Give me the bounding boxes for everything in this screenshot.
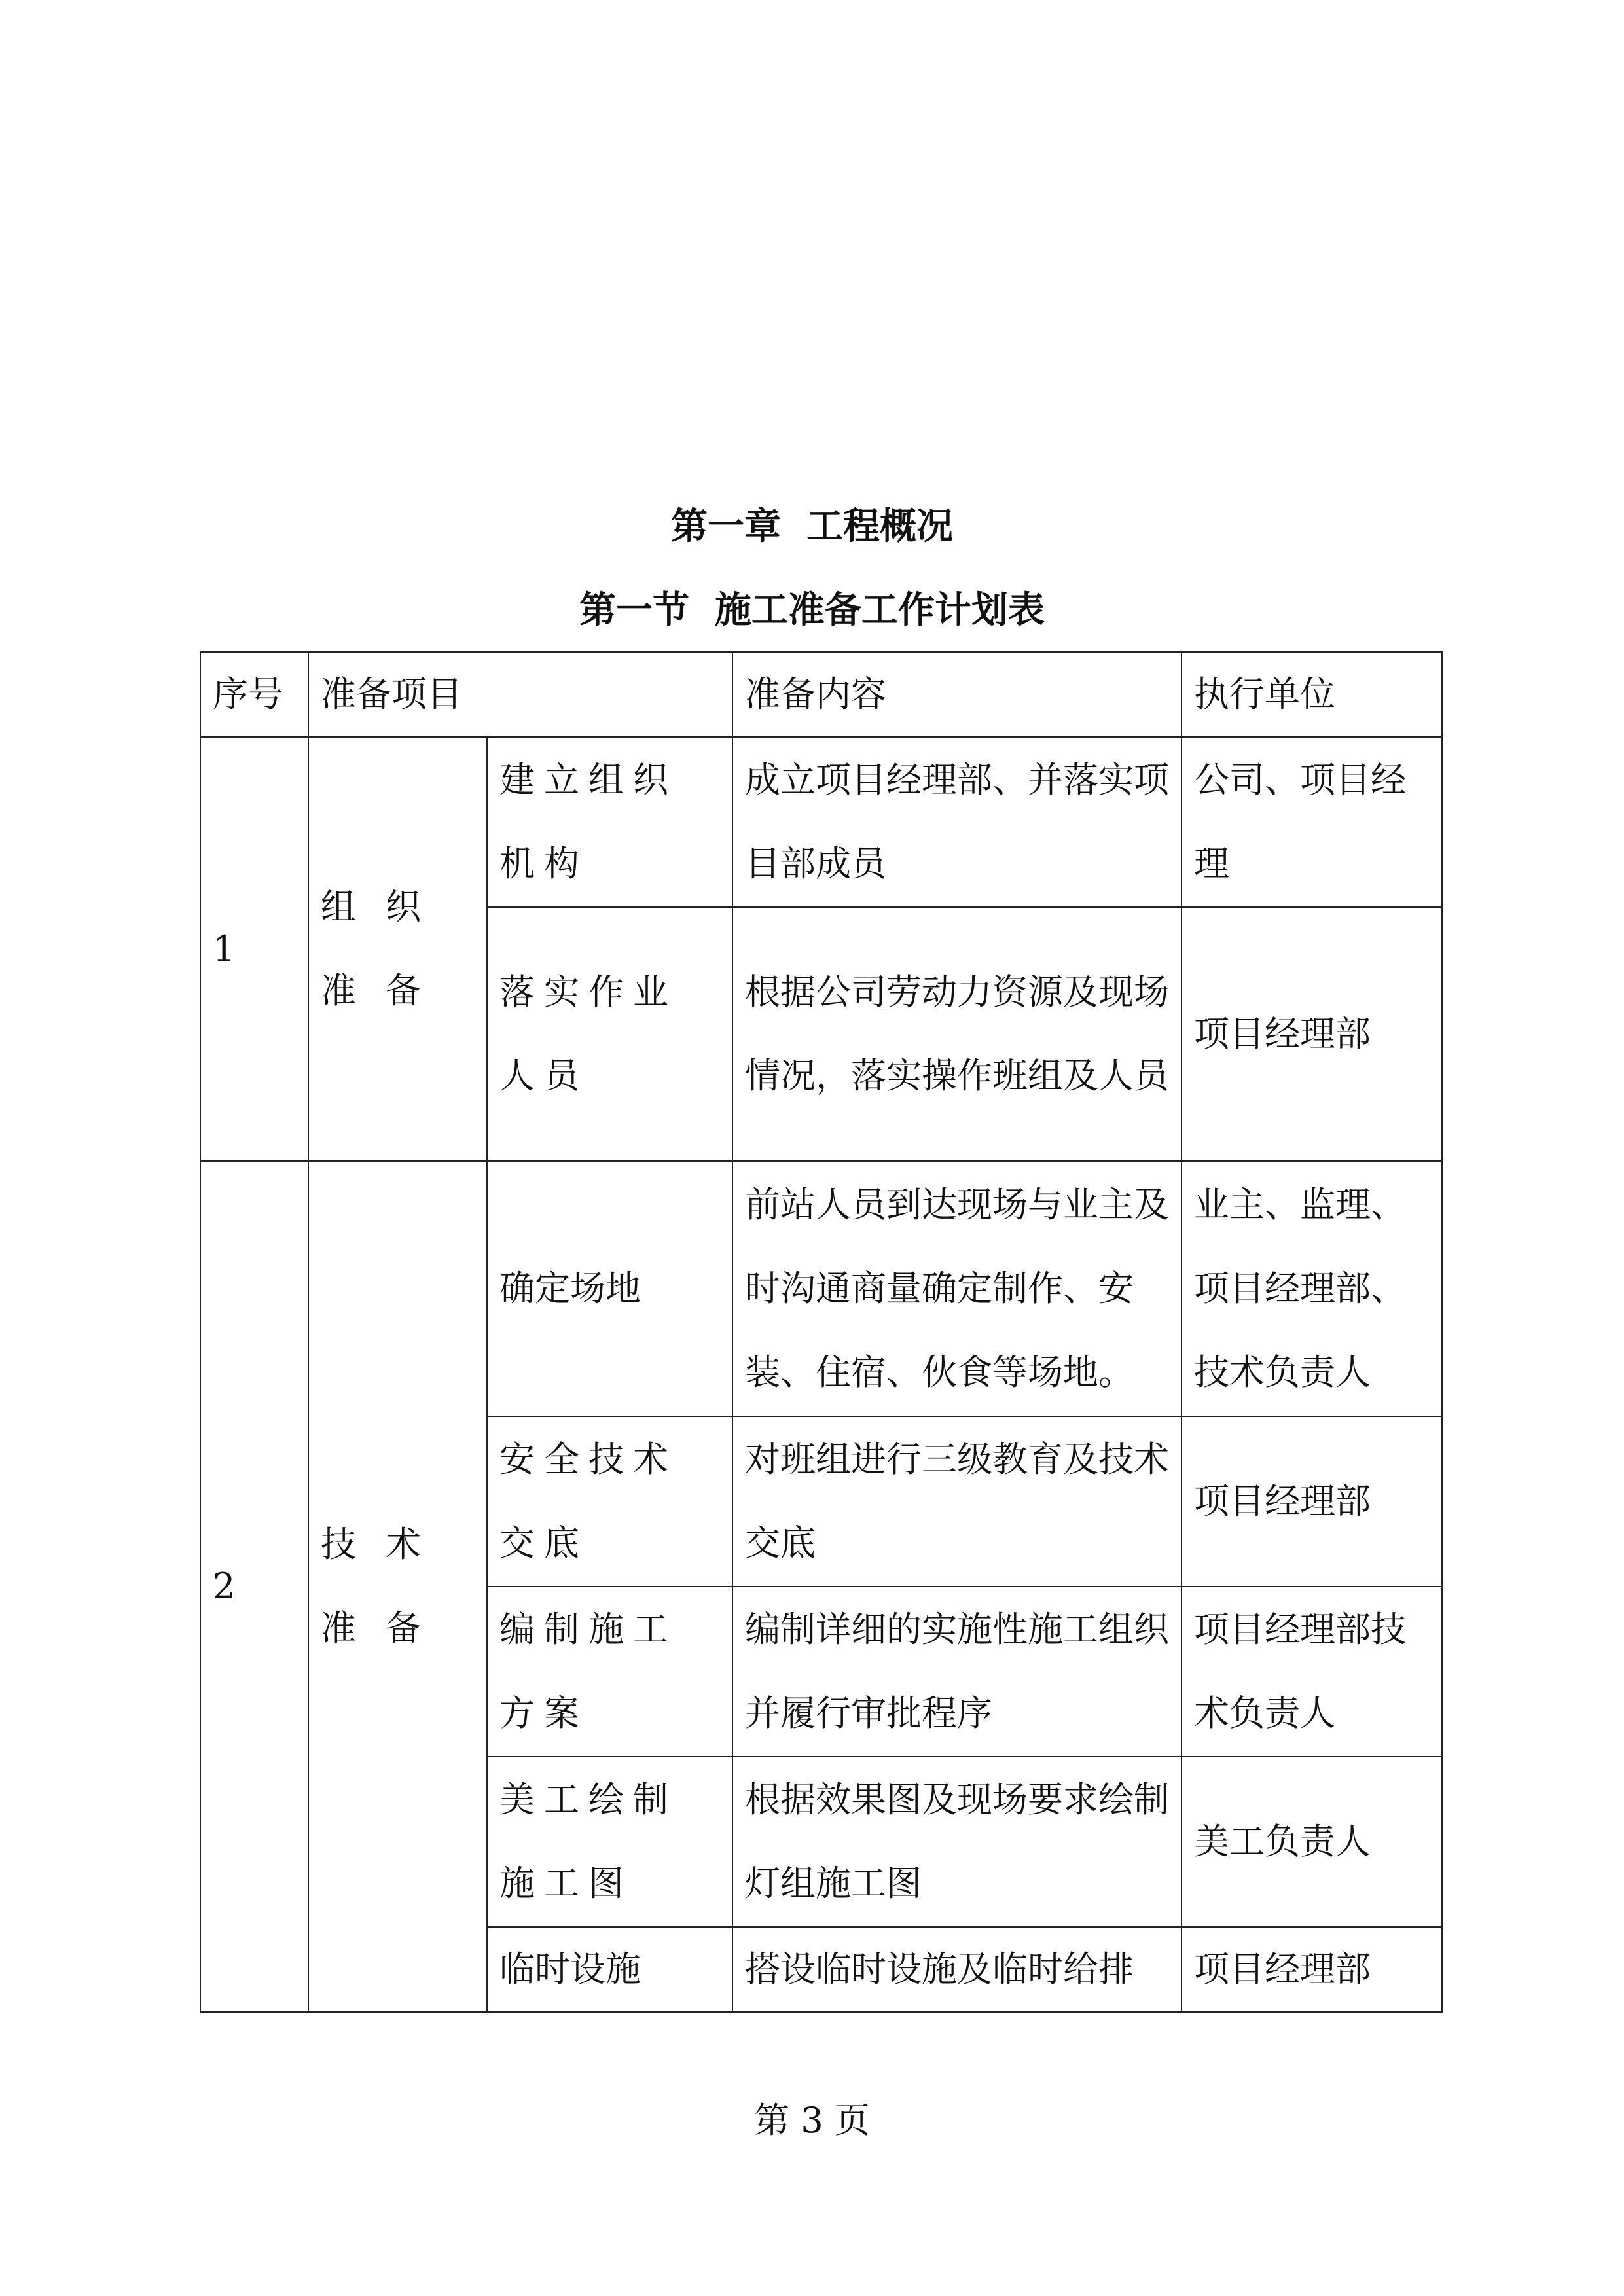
row-content: 对班组进行三级教育及技术交底 — [732, 1416, 1182, 1587]
row-item: 美工绘制施工图 — [487, 1757, 732, 1927]
row-unit: 业主、监理、项目经理部、技术负责人 — [1182, 1161, 1442, 1416]
row-category: 组 织 准 备 — [308, 737, 487, 1161]
row-item: 落实作业人员 — [487, 907, 732, 1161]
row-content: 搭设临时设施及临时给排 — [732, 1927, 1182, 2012]
header-unit: 执行单位 — [1182, 652, 1442, 737]
row-content: 编制详细的实施性施工组织并履行审批程序 — [732, 1587, 1182, 1757]
row-item: 编制施工方案 — [487, 1587, 732, 1757]
row-seq: 1 — [200, 737, 308, 1161]
row-category: 技 术 准 备 — [308, 1161, 487, 2012]
row-unit: 项目经理部技术负责人 — [1182, 1587, 1442, 1757]
row-unit: 公司、项目经理 — [1182, 737, 1442, 907]
row-item: 确定场地 — [487, 1161, 732, 1416]
page-number: 第 3 页 — [754, 2100, 870, 2141]
row-seq: 2 — [200, 1161, 308, 2012]
chapter-title: 第一章 工程概况 — [671, 505, 953, 548]
table-row — [200, 737, 1442, 907]
row-item: 建立组织机构 — [487, 737, 732, 907]
preparation-plan-table — [200, 651, 1443, 2013]
row-unit: 项目经理部 — [1182, 907, 1442, 1161]
table-header-row — [200, 652, 1442, 737]
row-item: 安全技术交底 — [487, 1416, 732, 1587]
header-content: 准备内容 — [732, 652, 1182, 737]
section-title: 第一节 施工准备工作计划表 — [579, 589, 1045, 632]
row-content: 成立项目经理部、并落实项目部成员 — [732, 737, 1182, 907]
table-row — [200, 1161, 1442, 1416]
row-item: 临时设施 — [487, 1927, 732, 2012]
row-unit: 项目经理部 — [1182, 1927, 1442, 2012]
row-content: 前站人员到达现场与业主及时沟通商量确定制作、安装、住宿、伙食等场地。 — [732, 1161, 1182, 1416]
header-seq: 序号 — [200, 652, 308, 737]
row-unit: 项目经理部 — [1182, 1416, 1442, 1587]
header-item: 准备项目 — [308, 652, 732, 737]
row-unit: 美工负责人 — [1182, 1757, 1442, 1927]
row-content: 根据效果图及现场要求绘制灯组施工图 — [732, 1757, 1182, 1927]
row-content: 根据公司劳动力资源及现场情况，落实操作班组及人员 — [732, 907, 1182, 1161]
